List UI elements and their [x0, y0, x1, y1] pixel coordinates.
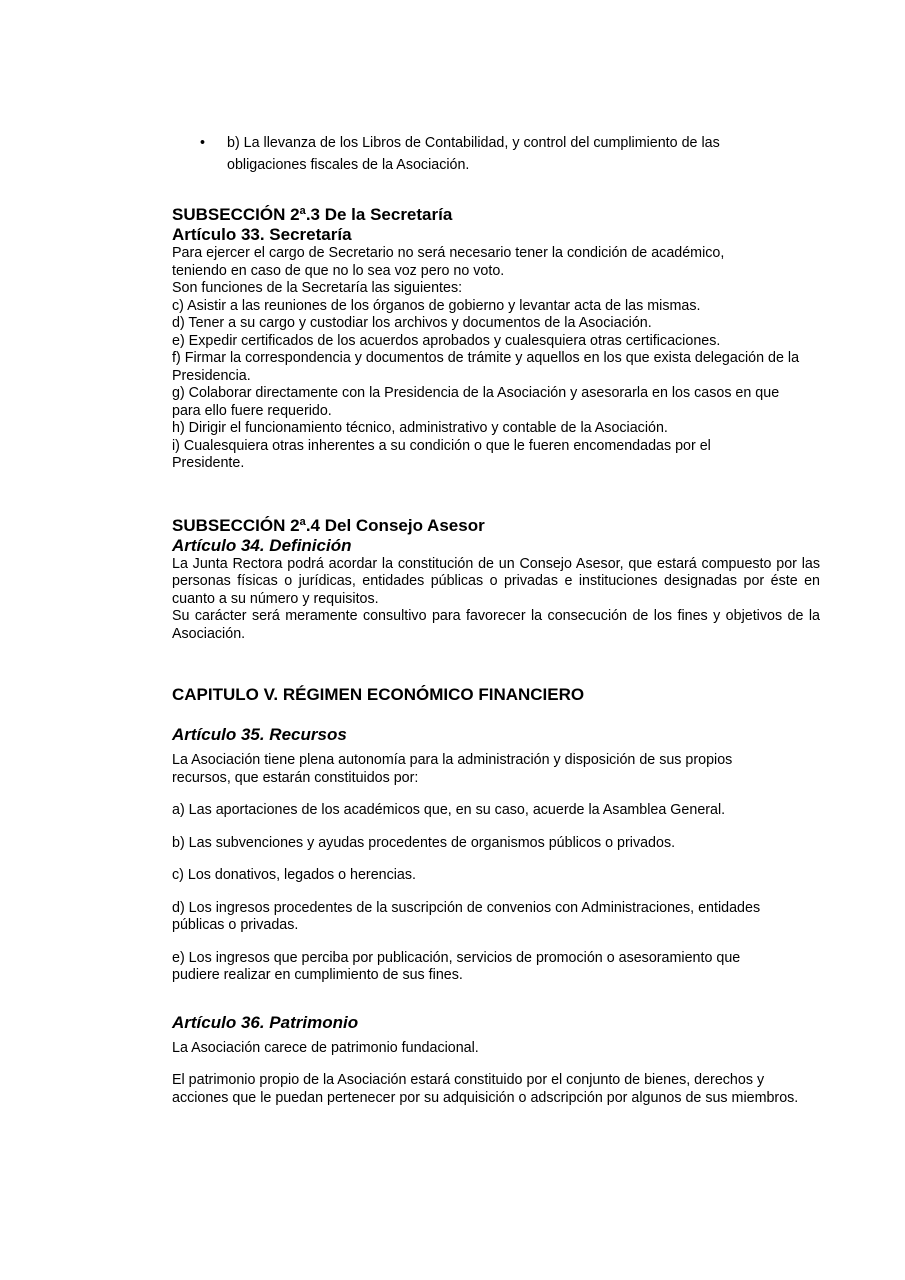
bullet-symbol: • [200, 135, 206, 151]
article-33-title: Artículo 33. Secretaría [172, 225, 352, 244]
chapter-heading: CAPITULO V. RÉGIMEN ECONÓMICO FINANCIERO [172, 685, 585, 704]
list-item: e) Los ingresos que perciba por publicación, servicios de promoción o asesoramiento que pudiere realizar en cumplimiento de sus fines. [172, 949, 741, 983]
subsection-heading: SUBSECCIÓN 2ª.3 De la Secretaría [172, 205, 453, 224]
article-34-title: Artículo 34. Definición [172, 535, 352, 555]
paragraph: La Asociación tiene plena autonomía para la administración y disposición de sus propios recursos, que estarán constituidos por: [172, 752, 733, 786]
paragraph: La Asociación carece de patrimonio fundacional. [172, 1039, 479, 1056]
list-item: e) Expedir certificados de los acuerdos aprobados y cualesquiera otras certificaciones. [172, 332, 721, 349]
list-item: d) Tener a su cargo y custodiar los archivos y documentos de la Asociación. [172, 315, 652, 331]
article-35 [172, 725, 820, 985]
subsection-heading: SUBSECCIÓN 2ª.4 Del Consejo Asesor [172, 515, 485, 535]
list-item: f) Firmar la correspondencia y documentos de trámite y aquellos en los que exista delegación de la Presidencia. [172, 350, 800, 384]
list-item: c) Asistir a las reuniones de los órganos de gobierno y levantar acta de las mismas. [172, 297, 701, 314]
list-item: b) Las subvenciones y ayudas procedentes de organismos públicos o privados. [172, 834, 676, 851]
article-36-title: Artículo 36. Patrimonio [172, 1012, 359, 1032]
article-36 [172, 1013, 820, 1108]
list-item: i) Cualesquiera otras inherentes a su condición o que le fueren encomendadas por el Presidente. [172, 437, 711, 471]
list-item: g) Colaborar directamente con la Presidencia de la Asociación y asesorarla en los casos en que para ello fuere requerido. [172, 385, 780, 419]
subsection-2-4 [172, 515, 820, 644]
list-item: c) Los donativos, legados o herencias. [172, 867, 416, 883]
list-item: d) Los ingresos procedentes de la suscripción de convenios con Administraciones, entidades públicas o privadas. [172, 899, 761, 933]
bullet-text: b) La llevanza de los Libros de Contabilidad, y control del cumplimiento de las obligaciones fiscales de la Asociación. [227, 135, 720, 173]
paragraph: Su carácter será meramente consultivo para favorecer la consecución de los fines y objetivos de la Asociación. [172, 608, 820, 642]
bullet-item [200, 132, 760, 176]
subsection-2-3 [172, 204, 820, 473]
paragraph: La Junta Rectora podrá acordar la constitución de un Consejo Asesor, que estará compuesto por las personas físicas o jurídicas, entidades públicas o privadas e instituciones designadas por éste en cuanto a su número y requisitos. [172, 555, 820, 607]
list-item: h) Dirigir el funcionamiento técnico, administrativo y contable de la Asociación. [172, 420, 668, 436]
paragraph: Son funciones de la Secretaría las siguientes: [172, 280, 463, 296]
list-item: a) Las aportaciones de los académicos que, en su caso, acuerde la Asamblea General. [172, 802, 726, 818]
paragraph: Para ejercer el cargo de Secretario no será necesario tener la condición de académico, teniendo en caso de que no lo sea voz pero no voto. [172, 245, 725, 279]
page-content [172, 132, 820, 1107]
paragraph: El patrimonio propio de la Asociación estará constituido por el conjunto de bienes, derechos y acciones que le puedan pertenecer por su adquisición o adscripción por algunos de sus miembros. [172, 1072, 799, 1106]
article-35-title: Artículo 35. Recursos [172, 725, 347, 744]
